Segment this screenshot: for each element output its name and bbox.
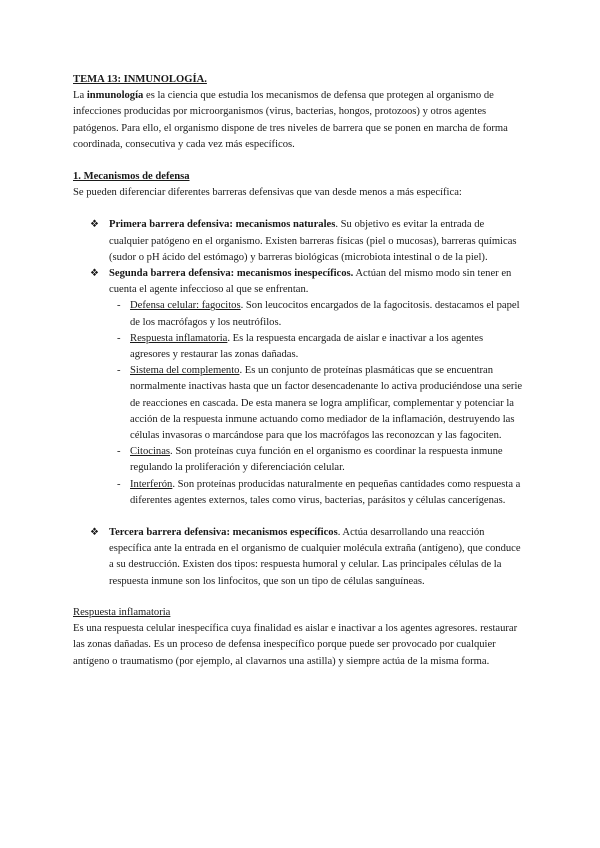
dash-bullet: -	[117, 365, 121, 377]
item-text: . Es la respuesta encargada de aislar e inactivar a los agentes agresores y restaurar las zonas dañadas.	[130, 332, 484, 361]
list-item-interferon	[73, 477, 525, 509]
dash-bullet: -	[117, 300, 121, 312]
spacer	[73, 509, 525, 525]
item-text: . Son leucocitos encargados de la fagocitosis. destacamos el papel de los macrófagos y los neutrófilos.	[130, 300, 520, 328]
barrier-text: . Su objetivo es evitar la entrada de cualquier patógeno en el organismo. Existen barreras físicas (piel o mucosas), barreras químicas (sudor o pH ácido del estómago) y barreras biológicas (microbiota intestinal o de la piel).	[109, 219, 517, 263]
diamond-bullet-icon: ❖	[90, 527, 99, 539]
intro-bold-term: inmunología	[86, 90, 144, 102]
inflammatory-paragraph: Es una respuesta celular inespecífica cuya finalidad es aislar e inactivar a los agentes agresores. restaurar las zonas dañadas. Es un proceso de defensa inespecífico porque puede ser provocado por cualquier antígeno o traumatismo (por ejemplo, al clavarnos una astilla) y siempre actúa de la misma forma.	[73, 623, 518, 667]
barrier-item-second	[73, 266, 525, 298]
section-heading-mechanisms: 1. Mecanismos de defensa	[73, 171, 190, 183]
diamond-bullet-icon: ❖	[90, 219, 99, 231]
barrier-item-third	[73, 525, 525, 590]
item-text: . Son proteínas producidas naturalmente en pequeñas cantidades como respuesta a diferentes agentes externos, tales como virus, bacterias, parásitos y células cancerígenas.	[130, 478, 521, 506]
item-term: Interferón	[130, 478, 173, 490]
intro-lead: La	[73, 90, 87, 102]
spacer	[73, 590, 525, 605]
dash-bullet: -	[117, 446, 121, 458]
barrier-text: . Actúa desarrollando una reacción específica ante la entrada en el organismo de cualquier molécula extraña (antígeno), que conduce a su destrucción. Existen dos tipos: respuesta humoral y celular. Las principales células de la respuesta inmune son los linfocitos, que son un tipo de células sanguíneas.	[109, 527, 521, 587]
spacer	[73, 201, 525, 217]
diamond-bullet-icon: ❖	[90, 268, 99, 280]
item-term: Sistema del complemento	[130, 365, 240, 377]
intro-paragraph	[73, 88, 525, 153]
barrier-text: Actúan del mismo modo sin tener en cuenta el agente infeccioso al que se enfrentan.	[109, 268, 512, 296]
barrier-item-first	[73, 217, 525, 266]
barrier-title: Tercera barrera defensiva: mecanismos específicos	[109, 527, 338, 539]
barrier-title: Segunda barrera defensiva: mecanismos inespecíficos.	[109, 268, 354, 280]
barrier-title: Primera barrera defensiva: mecanismos naturales	[109, 219, 336, 231]
item-text: . Son proteínas cuya función en el organismo es coordinar la respuesta inmune regulando la proliferación y diferenciación celular.	[130, 446, 503, 474]
section-intro-text: Se pueden diferenciar diferentes barreras defensivas que van desde menos a más específica:	[73, 187, 462, 199]
list-item-phagocytes	[73, 298, 525, 330]
item-term: Respuesta inflamatoria	[130, 332, 228, 344]
dash-bullet: -	[117, 478, 121, 490]
section-heading-inflammatory: Respuesta inflamatoria	[73, 606, 171, 618]
page-title: TEMA 13: INMUNOLOGÍA.	[73, 74, 207, 85]
item-term: Citocinas	[130, 446, 171, 458]
list-item-inflammation	[73, 331, 525, 363]
intro-text: es la ciencia que estudia los mecanismos de defensa que protegen al organismo de infecciones producidas por microorganismos (virus, bacterias, hongos, protozoos) y otros agentes patógenos. Para ello, el organismo dispone de tres niveles de barrera que se ponen en marcha de forma coordinada, consecutiva y cada vez más específicos.	[73, 90, 508, 150]
document-body	[73, 72, 525, 670]
list-item-cytokines	[73, 444, 525, 476]
item-text: . Es un conjunto de proteínas plasmáticas que se encuentran normalmente inactivas hasta que un factor desencadenante lo activa produciéndose una serie de reacciones en cascada. De esta manera se logra amplificar, complementar y potenciar la acción de la respuesta inmune actuando como mediador de la inflamación, destruyendo las células invasoras o marcándose para que los macrófagos las reconozcan y las fagociten.	[130, 365, 523, 442]
dash-bullet: -	[117, 332, 121, 344]
list-item-complement	[73, 363, 525, 444]
item-term: Defensa celular: fagocitos	[130, 300, 241, 312]
